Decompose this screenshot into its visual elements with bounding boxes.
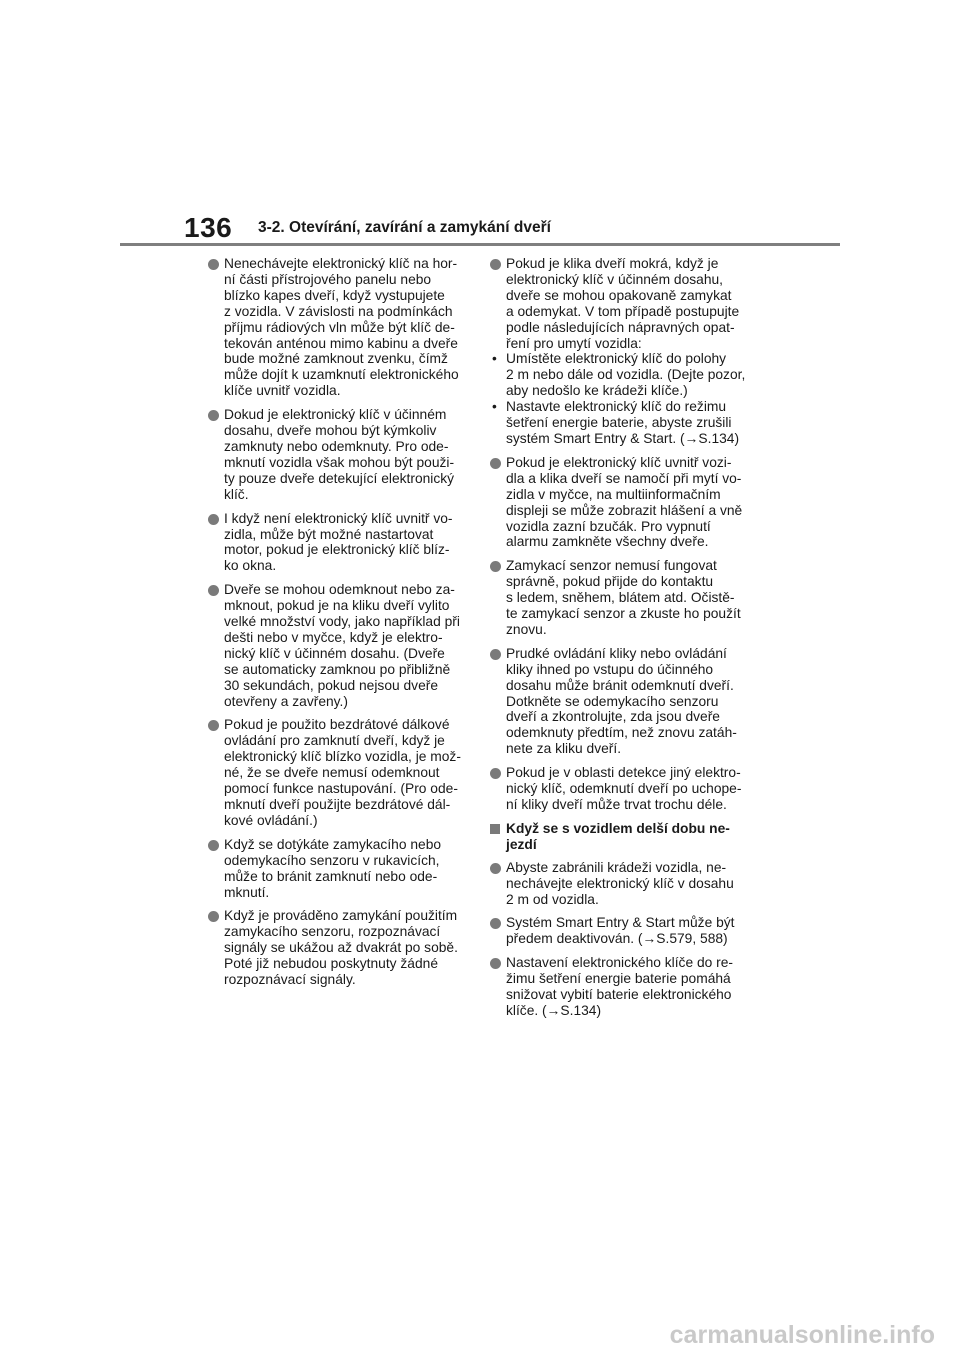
list-item: Prudké ovládání kliky nebo ovládání kliky ihned po vstupu do účinného dosahu může bránit odemknutí dveří. Dotkněte se odemykacího senzoru dveří a zkontrolujte, zda jsou dveře odemknuty předtím, než znovu zatáh- nete za kliku dveří. [490, 646, 740, 757]
list-item: I když není elektronický klíč uvnitř vo- zidla, může být možné nastartovat motor, pokud je elektronický klíč blíz- ko okna. [208, 511, 458, 575]
bullet-icon [490, 561, 501, 572]
left-column [208, 256, 461, 996]
list-item: Pokud je elektronický klíč uvnitř vozi- dla a klika dveří se namočí při mytí vo- zidla v myčce, na multiinformačním displeji se může zobrazit hlášení a vně vozidla zazní bzučák. Pro vypnutí alarmu zamkněte všechny dveře. [490, 455, 740, 550]
list-item: Zamykací senzor nemusí fungovat správně, pokud přijde do kontaktu s ledem, sněhem, blátem atd. Očistě- te zamykací senzor a zkuste ho použít znovu. [490, 558, 740, 638]
watermark: carmanualsonline.info [669, 1321, 935, 1349]
list-item: Když se dotýkáte zamykacího nebo odemykacího senzoru v rukavicích, může to bránit zamknutí nebo ode- mknutí. [208, 837, 458, 901]
square-icon [490, 824, 500, 834]
list-item: Pokud je klika dveří mokrá, když je elektronický klíč v účinném dosahu, dveře se mohou opakovaně zamykat a odemykat. V tom případě postupujte podle následujících nápravných opat- ření pro umytí vozidla: • Umístěte elektronický klíč do polohy 2 m nebo dále od vozidla. (Dejte pozor, aby nedošlo ke krádeži klíče.) • Nastavte elektronický klíč do režimu šetření energie baterie, abyste zrušili systém Smart Entry & Start. (→S.134) [492, 256, 746, 446]
bullet-icon [208, 840, 219, 851]
bullet-icon [490, 958, 501, 969]
bullet-icon [208, 720, 219, 731]
list-item: Dokud je elektronický klíč v účinném dosahu, dveře mohou být kýmkoliv zamknuty nebo odemknuty. Pro ode- mknutí vozidla však mohou být použi- ty pouze dveře detekující elektronický klíč. [208, 407, 458, 502]
list-item: Pokud je v oblasti detekce jiný elektro- nický klíč, odemknutí dveří po uchope- ní kliky dveří může trvat trochu déle. [490, 765, 740, 813]
header-divider [120, 243, 840, 246]
bullet-icon [490, 918, 501, 929]
bullet-icon [208, 585, 219, 596]
sub-list-item: • Umístěte elektronický klíč do polohy 2 m nebo dále od vozidla. (Dejte pozor, aby nedošlo ke krádeži klíče.) [492, 351, 746, 399]
bullet-icon [208, 911, 219, 922]
bullet-dot: • [492, 399, 497, 415]
bullet-icon [208, 410, 219, 421]
sub-list-item: • Nastavte elektronický klíč do režimu šetření energie baterie, abyste zrušili systém Smart Entry & Start. (→S.134) [492, 399, 740, 446]
bullet-icon [490, 458, 501, 469]
bullet-icon [208, 514, 219, 525]
bullet-icon [490, 863, 501, 874]
section-title: 3-2. Otevírání, zavírání a zamykání dveří [258, 219, 551, 236]
list-item: Nenechávejte elektronický klíč na hor- ní části přístrojového panelu nebo blízko kapes dveří, když vystupujete z vozidla. V závislosti na podmínkách příjmu rádiových vln může být klíč de- tekován anténou mimo kabinu a dveře bude možné zamknout zvenku, čímž může dojít k uzamknutí elektronického klíče uvnitř vozidla. [208, 256, 458, 399]
subsection-heading: Když se s vozidlem delší dobu ne- jezdí [490, 821, 740, 853]
list-item: Když je prováděno zamykání použitím zamykacího senzoru, rozpoznávací signály se ukážou až dvakrát po sobě. Poté již nebudou poskytnuty žádné rozpoznávací signály. [208, 908, 458, 988]
list-item: Nastavení elektronického klíče do re- žimu šetření energie baterie pomáhá snižovat vybití baterie elektronického klíče. (→S.134) [490, 955, 740, 1019]
list-item: Abyste zabránili krádeži vozidla, ne- nechávejte elektronický klíč v dosahu 2 m od vozidla. [490, 860, 740, 908]
bullet-icon [490, 259, 501, 270]
bullet-icon [490, 768, 501, 779]
bullet-dot: • [492, 351, 497, 367]
page-number: 136 [184, 212, 233, 243]
bullet-icon [490, 649, 501, 660]
list-item: Pokud je použito bezdrátové dálkové ovládání pro zamknutí dveří, když je elektronický klíč blízko vozidla, je mož- né, že se dveře nemusí odemknout pomocí funkce nastupování. (Pro ode- mknutí dveří použijte bezdrátové dál- kové ovládání.) [208, 717, 458, 828]
list-item: Systém Smart Entry & Start může být předem deaktivován. (→S.579, 588) [490, 915, 740, 947]
list-item: Dveře se mohou odemknout nebo za- mknout, pokud je na kliku dveří vylito velké množství vody, jako například při dešti nebo v myčce, když je elektro- nický klíč v účinném dosahu. (Dveře se automaticky zamknou po přibližně 30 sekundách, pokud nejsou dveře otevřeny a zavřeny.) [208, 582, 458, 709]
bullet-icon [208, 259, 219, 270]
right-column [490, 256, 746, 1027]
page-header [0, 0, 960, 250]
